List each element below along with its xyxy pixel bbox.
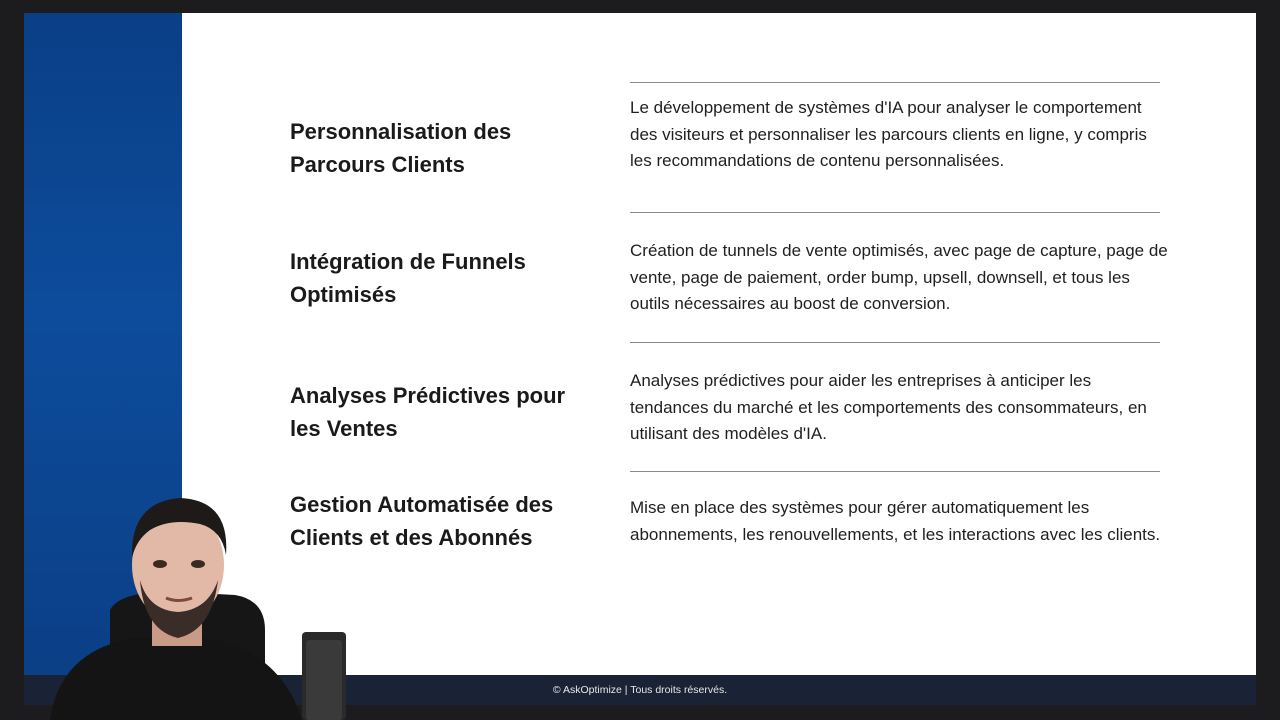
row-1-title: Personnalisation des Parcours Clients — [290, 119, 512, 177]
row-3-description: Analyses prédictives pour aider les entreprises à anticiper les tendances du marché et les comportements des consommateurs, en utilisant des modèles d'IA. — [630, 371, 1147, 443]
row-1-description: Le développement de systèmes d'IA pour analyser le comportement des visiteurs et personnaliser les parcours clients en ligne, y compris les recommandations de contenu personnalisées. — [630, 98, 1147, 170]
webcam-overlay — [40, 480, 360, 720]
row-4-title: Gestion Automatisée des Clients et des Abonnés — [290, 492, 554, 550]
copyright-text: © AskOptimize | Tous droits réservés. — [552, 684, 728, 696]
divider-top — [630, 82, 1160, 83]
row-4-description: Mise en place des systèmes pour gérer automatiquement les abonnements, les renouvellements, et les interactions avec les clients. — [630, 498, 1161, 544]
row-2-description: Création de tunnels de vente optimisés, avec page de capture, page de vente, page de paiement, order bump, upsell, downsell, et tous les outils nécessaires au boost de conversion. — [630, 241, 1168, 313]
row-2-title: Intégration de Funnels Optimisés — [290, 249, 526, 307]
row-3-title: Analyses Prédictives pour les Ventes — [290, 383, 566, 441]
divider-1 — [630, 212, 1160, 213]
divider-2 — [630, 342, 1160, 343]
divider-3 — [630, 471, 1160, 472]
presenter-video-icon — [40, 480, 360, 720]
